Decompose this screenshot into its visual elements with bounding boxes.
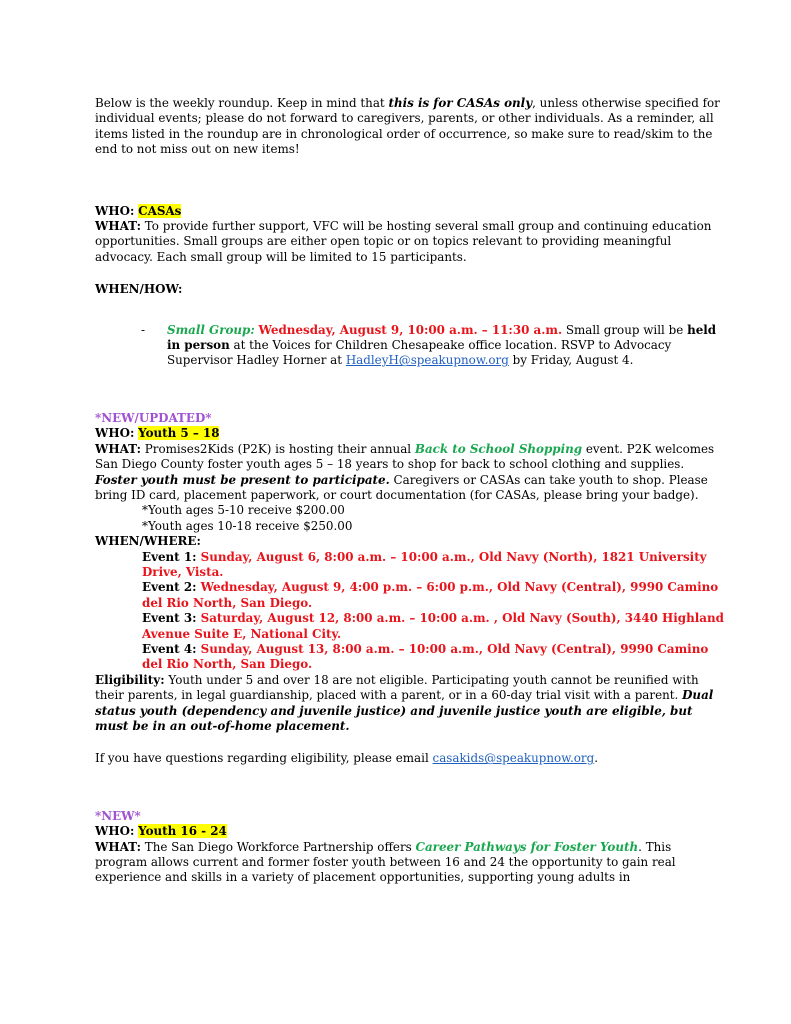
what-label: WHAT: (95, 839, 141, 854)
event-details: Sunday, August 6, 8:00 a.m. – 10:00 a.m., Old Navy (North), 1821 University Drive, Vista. (142, 549, 707, 579)
event-1 (95, 550, 725, 581)
event-name: Back to School Shopping (414, 441, 583, 456)
when-where-label: WHEN/WHERE: (95, 534, 201, 549)
who-label: WHO: (95, 824, 135, 839)
bullet-text-end: by Friday, August 4. (508, 353, 634, 368)
amount-line-1: *Youth ages 5-10 receive $200.00 (142, 503, 345, 518)
casakids-email-link[interactable]: casakids@speakupnow.org (432, 751, 595, 766)
questions-end: . (594, 751, 598, 766)
bullet-text-continued: at the Voices for Children Chesapeake office location. RSVP to Advocacy Supervisor Hadley Horner at (167, 338, 672, 368)
new-tag: *NEW* (95, 808, 141, 823)
section1-when-label: WHEN/HOW: (95, 282, 183, 297)
section2-what (95, 442, 725, 504)
eligibility-paragraph (95, 673, 725, 735)
what-emphasis: Foster youth must be present to participate. (95, 472, 390, 487)
event-label: Event 4: (142, 641, 197, 656)
event-details: Saturday, August 12, 8:00 a.m. – 10:00 a.m. , Old Navy (South), 3440 Highland Avenue Suite E, National City. (142, 611, 724, 641)
event-4 (95, 642, 725, 673)
what-text: Promises2Kids (P2K) is hosting their annual (140, 441, 415, 456)
intro-emphasis: this is for CASAs only (388, 96, 533, 110)
bullet-dash: - (141, 322, 146, 337)
event-3 (95, 611, 725, 642)
bullet-title: Small Group: (167, 322, 255, 337)
rsvp-email-link[interactable]: HadleyH@speakupnow.org (345, 353, 509, 368)
who-label: WHO: (95, 203, 135, 218)
who-label: WHO: (95, 426, 135, 441)
section1-what (95, 219, 725, 265)
event-2 (95, 580, 725, 611)
what-text-continued: . This program allows current and former foster youth between 16 and 24 the opportunity to gain real experience and skills in a variety of placement opportunities, supporting young adults in (95, 839, 676, 885)
event-label: Event 1: (142, 549, 197, 564)
what-label: WHAT: (95, 219, 141, 234)
intro-paragraph (95, 96, 725, 158)
eligibility-emphasis: Dual status youth (dependency and juvenile justice) and juvenile justice youth are eligible, but must be in an out-of-home placement. (95, 688, 714, 733)
event-details: Wednesday, August 9, 4:00 p.m. – 6:00 p.m., Old Navy (Central), 9990 Camino del Rio North, San Diego. (142, 580, 719, 610)
what-text: To provide further support, VFC will be hosting several small group and continuing education opportunities. Small groups are either open topic or on topics relevant to providing meaningful advocacy. Each small group will be limited to 15 participants. (95, 219, 712, 264)
questions-paragraph (95, 751, 725, 766)
intro-text-continued: , unless otherwise specified for individual events; please do not forward to caregivers, parents, or other individuals. As a reminder, all items listed in the roundup are in chronological order of occurrence, so make sure to read/skim to the end to not miss out on new items! (95, 96, 720, 157)
who-value: Youth 5 – 18 (138, 426, 220, 441)
what-text: The San Diego Workforce Partnership offers (140, 839, 416, 854)
small-group-bullet (141, 322, 725, 369)
what-text-end: Caregivers or CASAs can take youth to shop. Please bring ID card, placement paperwork, or court documentation (for CASAs, please bring your badge). (95, 472, 708, 502)
intro-text: Below is the weekly roundup. Keep in mind that (95, 96, 389, 110)
questions-text: If you have questions regarding eligibility, please email (95, 751, 433, 766)
section2-who (95, 426, 725, 441)
bullet-text: Small group will be (562, 322, 688, 337)
section3-what (95, 840, 725, 886)
new-updated-tag: *NEW/UPDATED* (95, 410, 212, 425)
what-label: WHAT: (95, 441, 141, 456)
what-text-continued: event. P2K welcomes San Diego County foster youth ages 5 – 18 years to shop for back to school clothing and supplies. (95, 441, 715, 472)
document-page (95, 96, 725, 886)
who-value: Youth 16 - 24 (138, 824, 227, 839)
eligibility-label: Eligibility: (95, 672, 165, 687)
bullet-bold: held in person (167, 322, 717, 353)
event-label: Event 3: (142, 611, 197, 626)
section1-who (95, 204, 725, 219)
who-value: CASAs (138, 203, 182, 218)
eligibility-text: Youth under 5 and over 18 are not eligible. Participating youth cannot be reunified with their parents, in legal guardianship, placed with a parent, or in a 60-day trial visit with a parent. (95, 672, 699, 703)
section3-who (95, 824, 725, 839)
event-details: Sunday, August 13, 8:00 a.m. – 10:00 a.m., Old Navy (Central), 9990 Camino del Rio North, San Diego. (142, 641, 709, 672)
program-name: Career Pathways for Foster Youth (415, 839, 639, 854)
event-label: Event 2: (142, 580, 197, 595)
amount-line-2: *Youth ages 10-18 receive $250.00 (142, 518, 353, 533)
bullet-datetime: Wednesday, August 9, 10:00 a.m. – 11:30 a.m. (258, 322, 563, 337)
